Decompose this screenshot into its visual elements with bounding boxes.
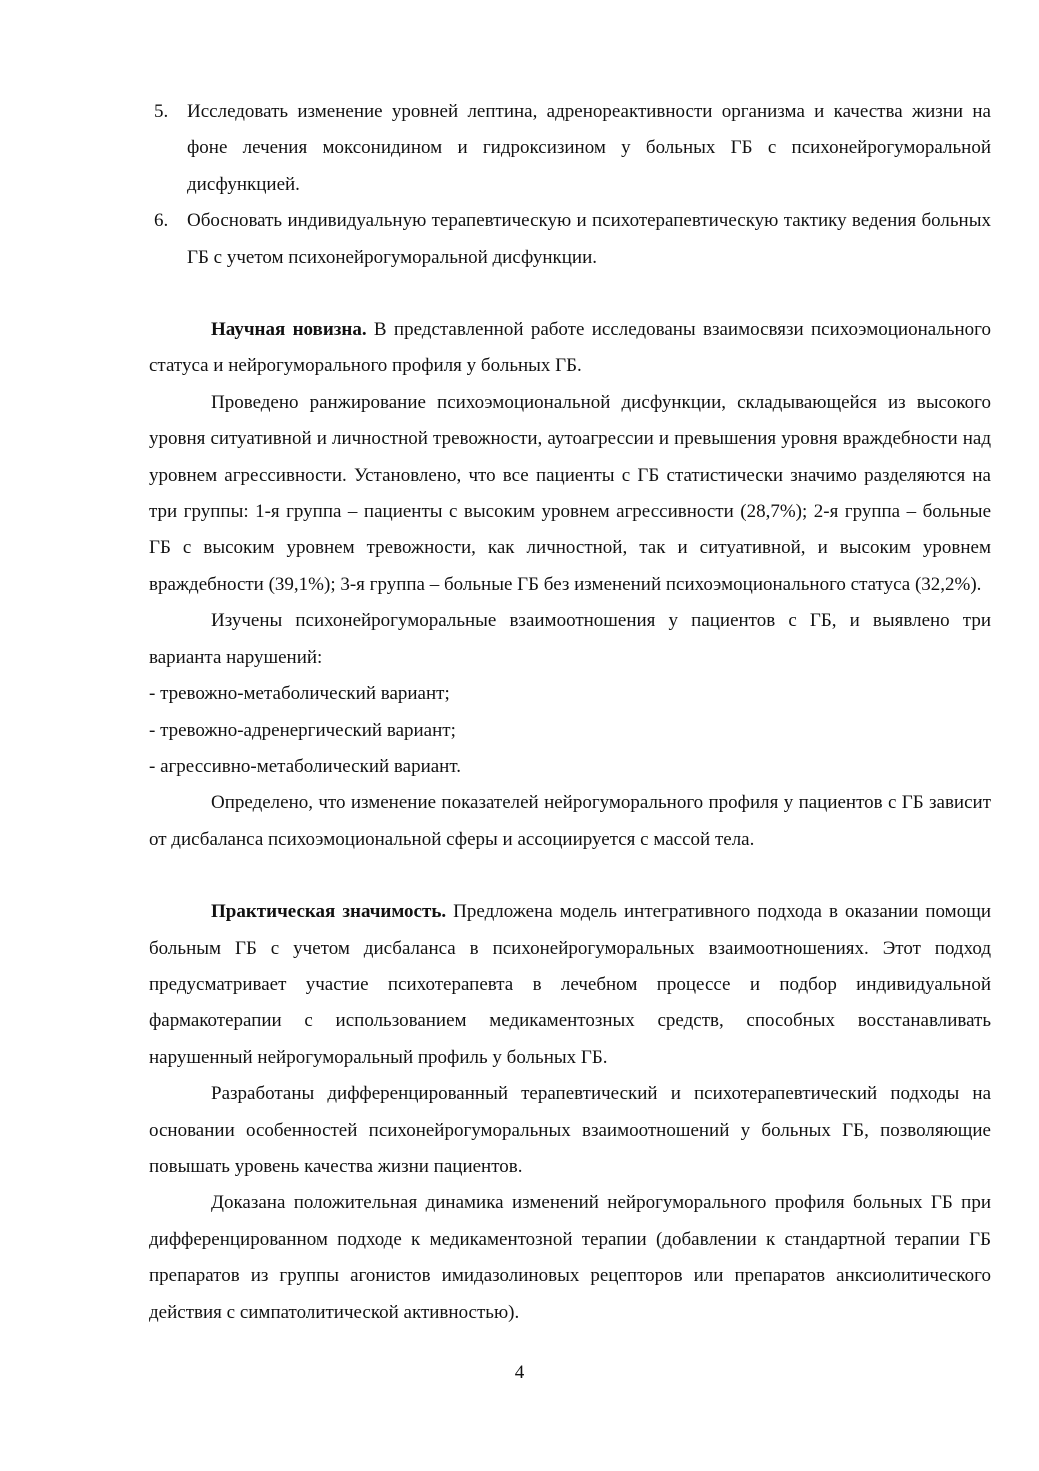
list-item-number: 5.	[154, 101, 169, 122]
list-item-text: Исследовать изменение уровней лептина, адренореактивности организма и качества жизни на фоне лечения моксонидином и гидроксизином у больных ГБ с психонейрогуморальной дисфункцией.	[187, 101, 991, 195]
novelty-paragraph	[149, 312, 991, 385]
novelty-heading: Научная новизна.	[211, 319, 367, 341]
list-item-number: 6.	[154, 210, 169, 232]
practical-heading: Практическая значимость.	[211, 901, 447, 923]
page-content	[149, 94, 991, 1331]
list-item	[149, 203, 991, 276]
practical-approaches-paragraph: Разработаны дифференцированный терапевтический и психотерапевтический подходы на основании особенностей психонейрогуморальных взаимоотношений у больных ГБ, позволяющие повышать уровень качества жизни пациентов.	[149, 1083, 991, 1177]
practical-dynamics-paragraph: Доказана положительная динамика изменений нейрогуморального профиля больных ГБ при дифференцированном подходе к медикаментозной терапии (добавлении к стандартной терапии ГБ препаратов из группы агонистов имидазолиновых рецепторов или препаратов анксиолитического действия с симпатолитической активностью).	[149, 1192, 991, 1323]
novelty-conclusion-paragraph: Определено, что изменение показателей нейрогуморального профиля у пациентов с ГБ зависит от дисбаланса психоэмоциональной сферы и ассоциируется с массой тела.	[149, 792, 991, 850]
novelty-variants-intro: Изучены психонейрогуморальные взаимоотношения у пациентов с ГБ, и выявлено три варианта нарушений:	[149, 610, 991, 668]
variant-item-aggressive-metabolic: - агрессивно-метаболический вариант.	[149, 755, 461, 777]
list-item-text: Обосновать индивидуальную терапевтическую и психотерапевтическую тактику ведения больных ГБ с учетом психонейрогуморальной дисфункции.	[187, 210, 991, 268]
objectives-list	[149, 94, 991, 276]
practical-intro: Предложена модель интегративного подхода в оказании помощи больным ГБ с учетом дисбаланса в психонейрогуморальных взаимоотношениях. Этот подход предусматривает участие психотерапевта в лечебном процессе и подбор индивидуальной фармакотерапии с использованием медикаментозных средств, способных восстанавливать нарушенный нейрогуморальный профиль у больных ГБ.	[149, 901, 991, 1068]
variant-item-anxiety-adrenergic: - тревожно-адренергический вариант;	[149, 719, 456, 741]
list-item	[149, 94, 991, 203]
variant-item-anxiety-metabolic: - тревожно-метаболический вариант;	[149, 683, 450, 705]
novelty-ranking-paragraph: Проведено ранжирование психоэмоциональной дисфункции, складывающейся из высокого уровня ситуативной и личностной тревожности, аутоагрессии и превышения уровня враждебности над уровнем агрессивности. Установлено, что все пациенты с ГБ статистически значимо разделяются на три группы: 1-я группа – пациенты с высоким уровнем агрессивности (28,7%); 2-я группа – больные ГБ с высоким уровнем тревожности, как личностной, так и ситуативной, и высоким уровнем враждебности (39,1%); 3-я группа – больные ГБ без изменений психоэмоционального статуса (32,2%).	[149, 391, 991, 595]
novelty-intro: В представленной работе исследованы взаимосвязи психоэмоционального статуса и нейрогуморального профиля у больных ГБ.	[149, 319, 992, 377]
page-number: 4	[514, 1362, 525, 1383]
practical-paragraph	[149, 894, 991, 1076]
